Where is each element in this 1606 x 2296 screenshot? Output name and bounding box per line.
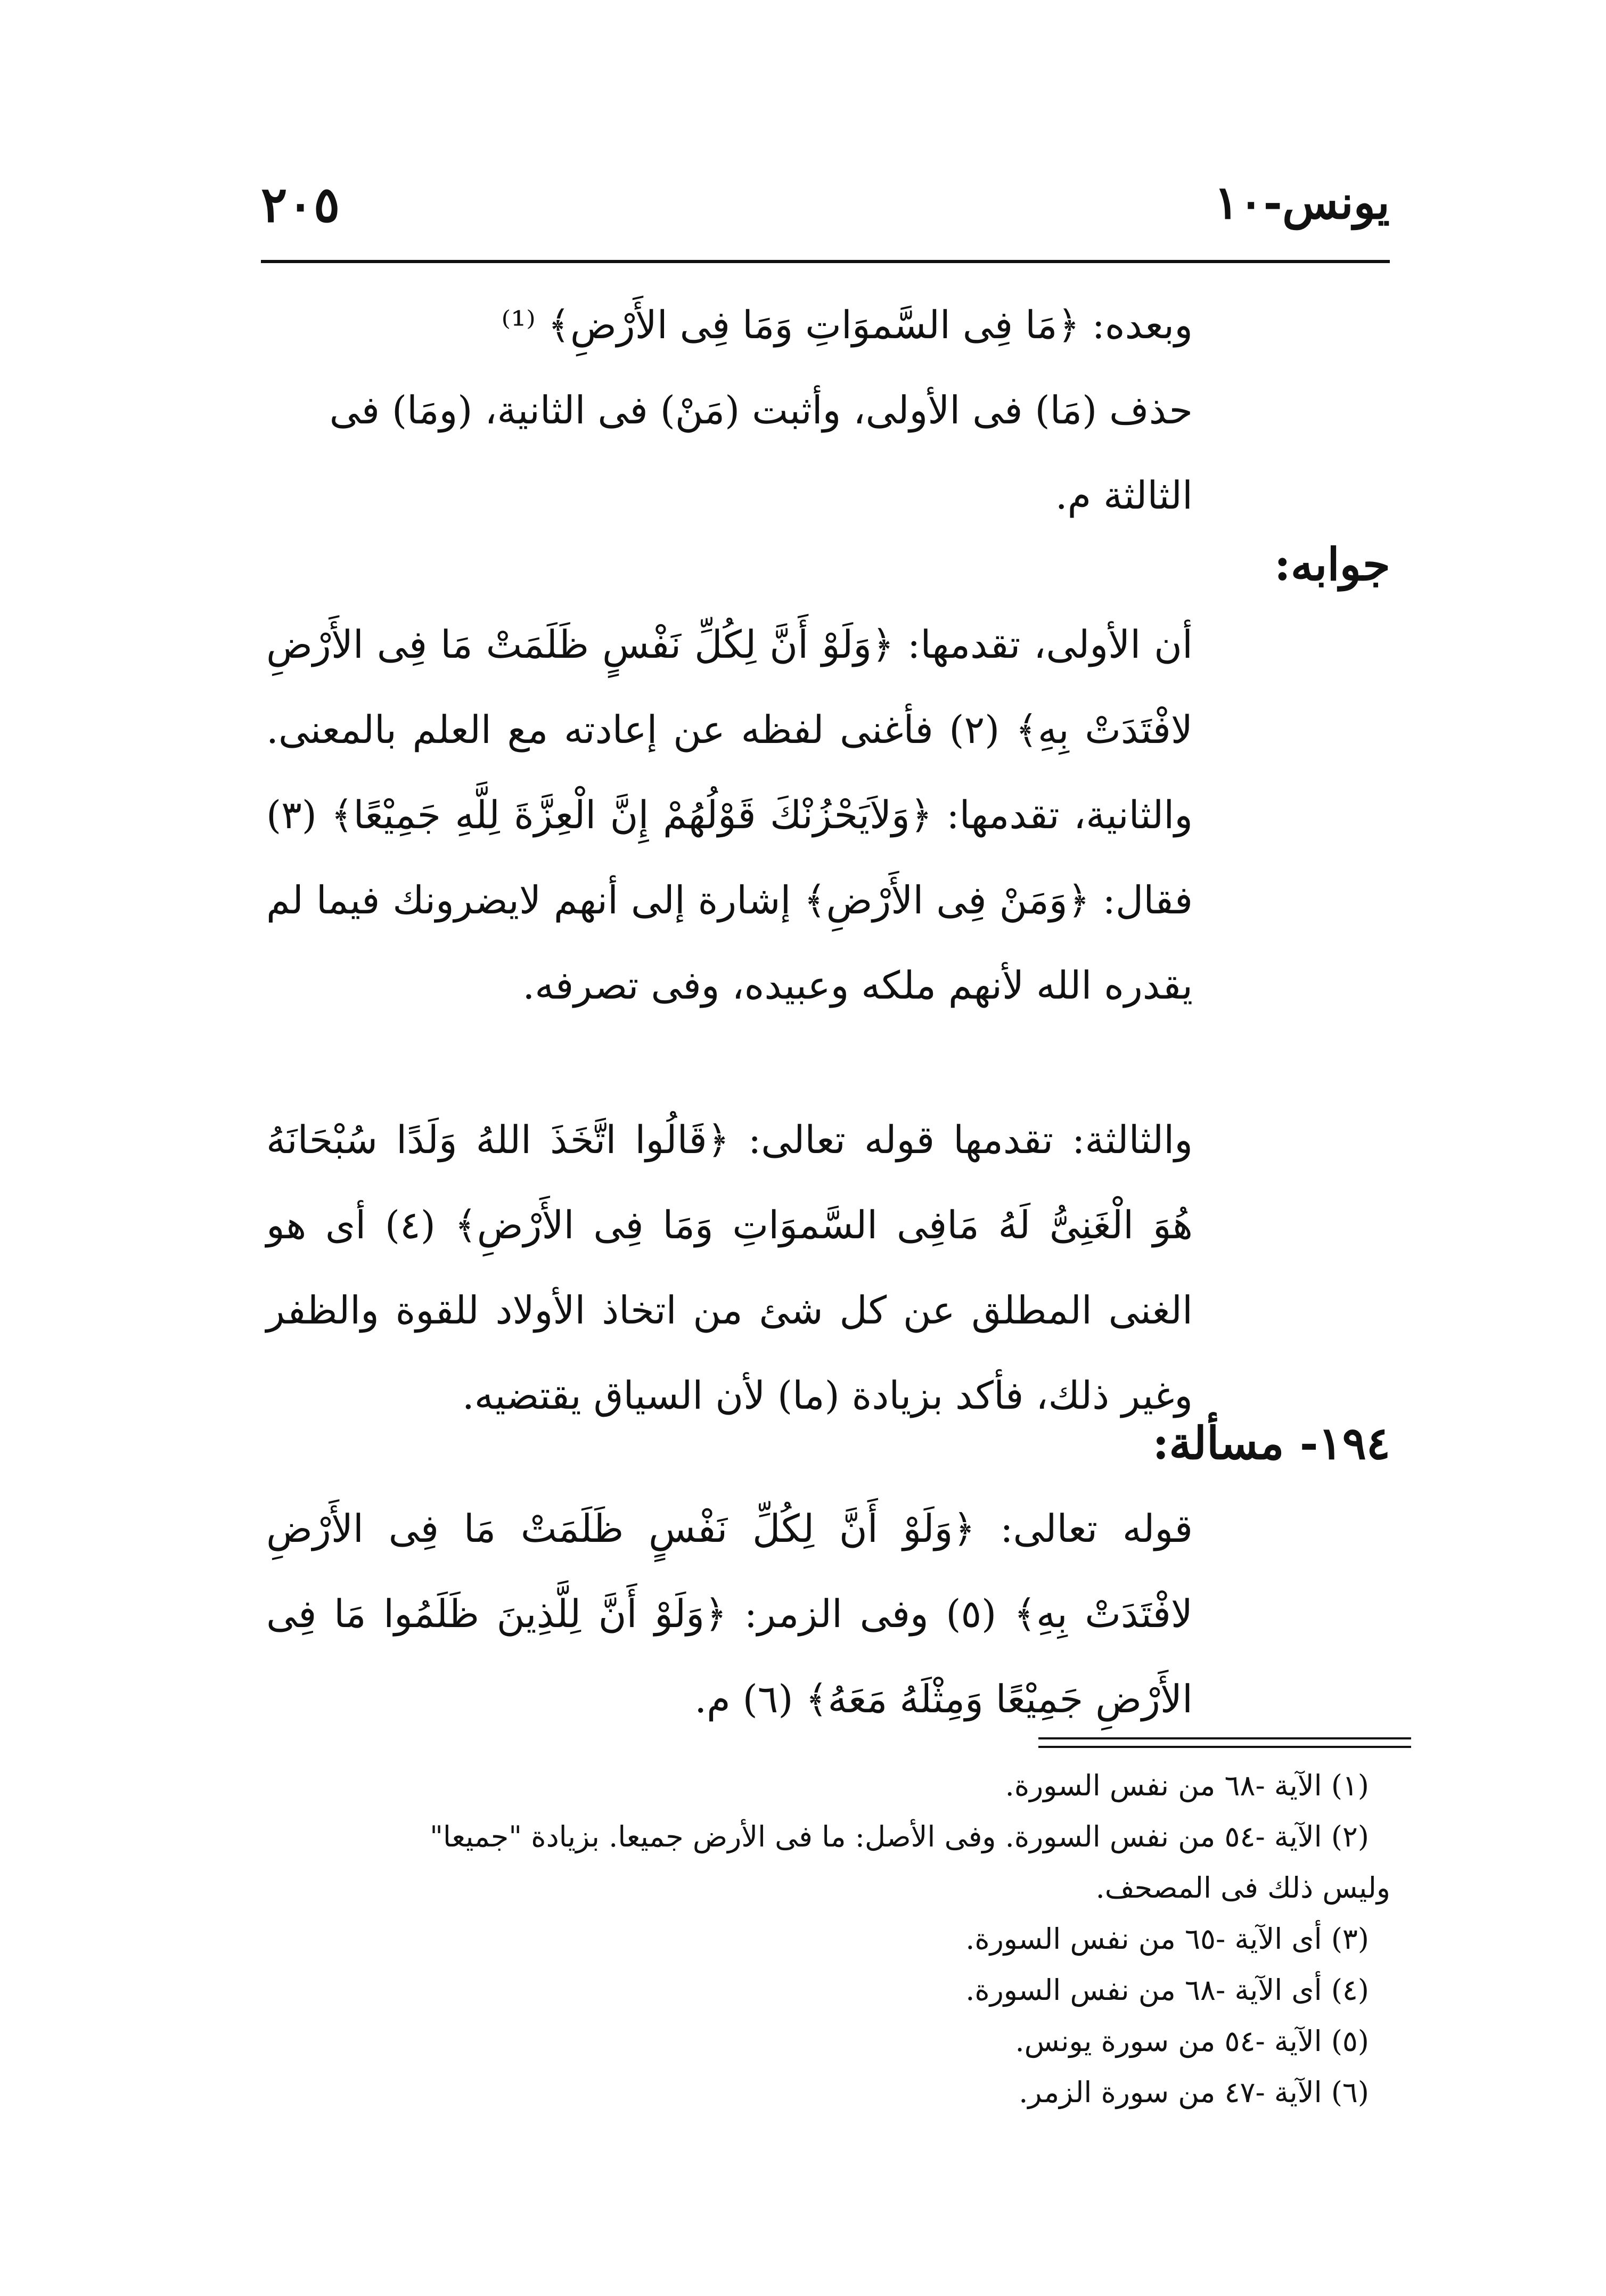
footnote: (٦) الآية -٤٧ من سورة الزمر. <box>1019 2076 1369 2109</box>
footnote: (٥) الآية -٥٤ من سورة يونس. <box>1015 2024 1369 2058</box>
footnote-separator <box>1038 1746 1411 1748</box>
footnote: (٤) أى الآية -٦٨ من نفس السورة. <box>965 1973 1369 2007</box>
intro-line: الثالثة م. <box>1055 473 1193 518</box>
page-number: ٢٠٥ <box>261 176 340 233</box>
footnote-separator <box>1038 1737 1411 1739</box>
question-paragraph-text: قوله تعالى: ﴿وَلَوْ أَنَّ لِكُلِّ نَفْسٍ ظَلَمَتْ مَا فِى الأَرْضِ لافْتَدَتْ بِهِ﴾ (٥) وفى الزمر: ﴿وَلَوْ أَنَّ لِلَّذِينَ ظَلَمُوا مَا فِى الأَرْضِ جَمِيْعًا وَمِثْلَهُ مَعَهُ﴾ (٦) م. <box>266 1506 1193 1721</box>
intro-block <box>266 282 1193 538</box>
answer-paragraph-text: أن الأولى، تقدمها: ﴿وَلَوْ أَنَّ لِكُلِّ نَفْسٍ ظَلَمَتْ مَا فِى الأَرْضِ لافْتَدَتْ بِهِ﴾ (٢) فأغنى لفظه عن إعادته مع العلم بالمعنى. والثانية، تقدمها: ﴿وَلاَيَحْزُنْكَ قَوْلُهُمْ إِنَّ الْعِزَّةَ لِلَّهِ جَمِيْعًا﴾ (٣) فقال: ﴿وَمَنْ فِى الأَرْضِ﴾ إشارة إلى أنهم لايضرونك فيما لم يقدره الله لأنهم ملكه وعبيده، وفى تصرفه. <box>266 622 1193 1008</box>
question-paragraph <box>266 1486 1193 1742</box>
intro-line: وبعده: ﴿مَا فِى السَّموَاتِ وَمَا فِى الأَرْضِ﴾ ⁽¹⁾ <box>501 303 1193 347</box>
question-heading: ١٩٤- مسألة: <box>1152 1417 1390 1469</box>
chapter-title: يونس-١٠ <box>1214 176 1390 230</box>
footnote: (١) الآية -٦٨ من نفس السورة. <box>1005 1769 1369 1802</box>
running-header <box>261 176 1390 250</box>
answer-paragraph <box>266 602 1193 1028</box>
footnote-continuation: وليس ذلك فى المصحف. <box>1095 1871 1390 1905</box>
answer-paragraph-text: والثالثة: تقدمها قوله تعالى: ﴿قَالُوا اتَّخَذَ اللهُ وَلَدًا سُبْحَانَهُ هُوَ الْغَنِىُّ لَهُ مَافِى السَّموَاتِ وَمَا فِى الأَرْضِ﴾ (٤) أى هو الغنى المطلق عن كل شئ من اتخاذ الأولاد للقوة والظفر وغير ذلك، فأكد بزيادة (ما) لأن السياق يقتضيه. <box>266 1117 1193 1418</box>
intro-line: حذف (مَا) فى الأولى، وأثبت (مَنْ) فى الثانية، (ومَا) فى <box>329 388 1193 432</box>
footnote: (٣) أى الآية -٦٥ من نفس السورة. <box>965 1922 1369 1956</box>
answer-heading: جوابه: <box>1274 538 1390 591</box>
footnote: (٢) الآية -٥٤ من نفس السورة. وفى الأصل: ما فى الأرض جميعا. بزيادة "جميعا" <box>430 1820 1369 1853</box>
answer-paragraph <box>266 1097 1193 1438</box>
header-rule <box>261 260 1390 263</box>
footnotes <box>229 1760 1390 2118</box>
